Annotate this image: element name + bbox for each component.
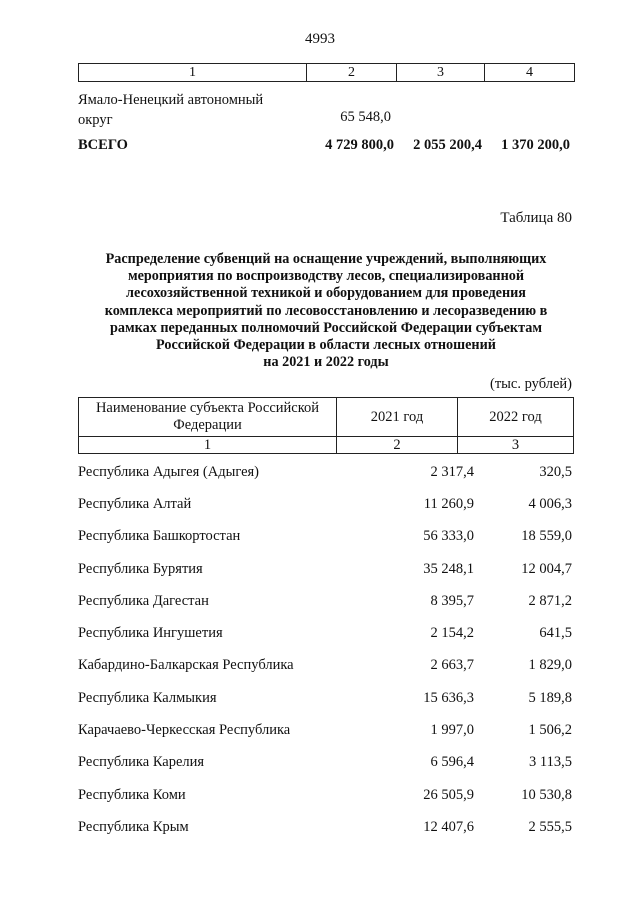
yamal-region-label: Ямало-Ненецкий автономный округ xyxy=(78,92,264,128)
header-2022: 2022 год xyxy=(458,398,574,437)
table-row xyxy=(78,779,573,811)
value-2021: 15 636,3 xyxy=(423,689,474,706)
region-name: Республика Дагестан xyxy=(78,592,209,609)
total-value: 1 370 200,0 xyxy=(501,137,570,153)
value-2022: 5 189,8 xyxy=(528,689,572,706)
region-name: Республика Карелия xyxy=(78,754,205,771)
title-line: мероприятия по воспроизводству лесов, специализированной xyxy=(127,268,525,285)
table-row xyxy=(78,650,573,682)
table-header xyxy=(78,397,574,454)
value-2021: 2 317,4 xyxy=(430,463,474,480)
region-name: Республика Калмыкия xyxy=(78,689,217,706)
value-2022: 1 829,0 xyxy=(528,657,572,674)
total-value: 2 055 200,4 xyxy=(413,137,482,153)
region-name: Республика Башкортостан xyxy=(78,528,241,545)
value-2022: 1 506,2 xyxy=(528,722,572,739)
value-2021: 2 154,2 xyxy=(430,625,474,642)
table-row xyxy=(78,456,573,488)
value-2021: 26 505,9 xyxy=(423,786,474,803)
region-name: Карачаево-Черкесская Республика xyxy=(78,722,291,739)
table-row xyxy=(78,553,573,585)
region-name: Республика Алтай xyxy=(78,495,192,512)
value-2022: 2 555,5 xyxy=(528,818,572,835)
value-2022: 320,5 xyxy=(539,463,572,480)
continuation-table-header xyxy=(78,63,575,82)
value-2022: 2 871,2 xyxy=(528,592,572,609)
table-row xyxy=(78,488,573,520)
value-2021: 35 248,1 xyxy=(423,560,474,577)
region-name: Республика Коми xyxy=(78,786,186,803)
table-row xyxy=(78,682,573,714)
table-row xyxy=(78,747,573,779)
value-2021: 12 407,6 xyxy=(423,818,474,835)
table-label: Таблица 80 xyxy=(500,210,572,226)
header-number: 3 xyxy=(458,437,574,454)
table-row xyxy=(78,521,573,553)
title-line: рамках переданных полномочий Российской Федерации субъектам xyxy=(110,319,542,336)
page-number: 4993 xyxy=(305,31,335,47)
data-rows xyxy=(78,456,573,844)
column-number: 3 xyxy=(397,64,485,82)
value-2022: 3 113,5 xyxy=(529,754,572,771)
table-row xyxy=(78,585,573,617)
column-number: 1 xyxy=(79,64,307,82)
yamal-region-value: 65 548,0 xyxy=(340,109,391,125)
title-line: комплекса мероприятий по лесовосстановлению и лесоразведению в xyxy=(104,302,548,319)
value-2022: 641,5 xyxy=(539,625,572,642)
header-number: 1 xyxy=(79,437,337,454)
region-name: Кабардино-Балкарская Республика xyxy=(78,657,294,674)
title-line: лесохозяйственной техникой и оборудованием для проведения xyxy=(126,285,526,302)
region-name: Республика Бурятия xyxy=(78,560,203,577)
region-name: Республика Крым xyxy=(78,818,189,835)
value-2021: 1 997,0 xyxy=(430,722,474,739)
value-2022: 10 530,8 xyxy=(521,786,572,803)
region-name: Республика Ингушетия xyxy=(78,625,223,642)
column-number: 4 xyxy=(485,64,575,82)
title-line: на 2021 и 2022 годы xyxy=(263,354,389,371)
value-2022: 4 006,3 xyxy=(528,495,572,512)
column-number: 2 xyxy=(307,64,397,82)
value-2022: 12 004,7 xyxy=(521,560,572,577)
table-row xyxy=(78,811,573,843)
title-line: Распределение субвенций на оснащение учреждений, выполняющих xyxy=(105,251,547,267)
table-title xyxy=(78,251,574,371)
value-2021: 56 333,0 xyxy=(423,528,474,545)
value-2021: 8 395,7 xyxy=(430,592,474,609)
value-2021: 11 260,9 xyxy=(423,495,474,512)
region-name: Республика Адыгея (Адыгея) xyxy=(78,463,260,480)
table-row xyxy=(78,617,573,649)
units-label: (тыс. рублей) xyxy=(490,376,572,392)
value-2021: 2 663,7 xyxy=(430,657,474,674)
value-2022: 18 559,0 xyxy=(521,528,572,545)
header-subject: Наименование субъекта Российской Федерации xyxy=(79,398,337,437)
total-value: 4 729 800,0 xyxy=(325,137,394,153)
header-2021: 2021 год xyxy=(337,398,458,437)
title-line: Российской Федерации в области лесных отношений xyxy=(156,337,496,354)
table-row xyxy=(78,714,573,746)
value-2021: 6 596,4 xyxy=(430,754,474,771)
header-number: 2 xyxy=(337,437,458,454)
total-label: ВСЕГО xyxy=(78,137,128,153)
